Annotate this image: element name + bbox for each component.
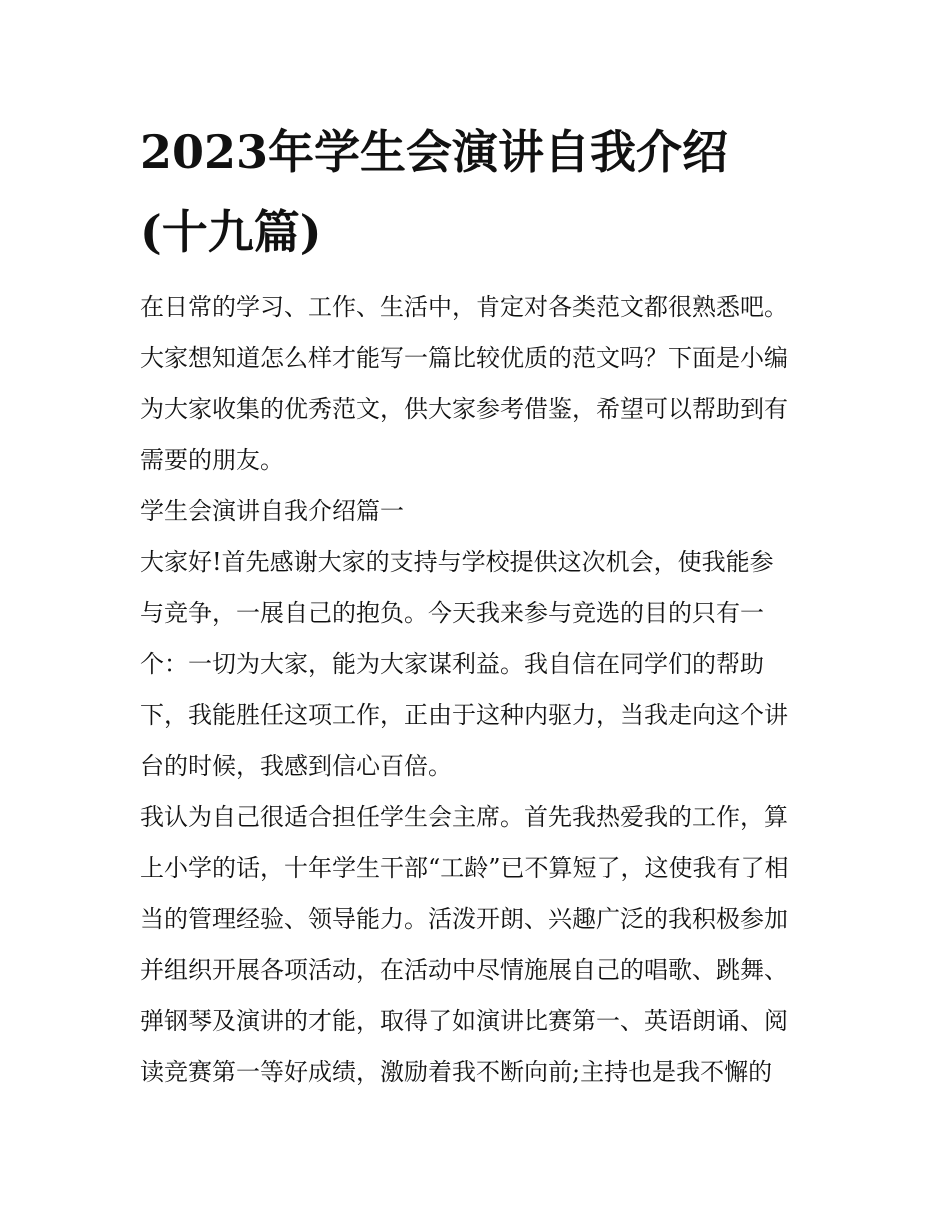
paragraph-2-line-6: 读竞赛第一等好成绩，激励着我不断向前;主持也是我不懈的 <box>140 1058 773 1086</box>
paragraph-2-line-1: 我认为自己很适合担任学生会主席。首先我热爱我的工作，算 <box>140 803 788 831</box>
paragraph-2-line-2: 上小学的话，十年学生干部“工龄”已不算短了，这使我有了相 <box>140 854 789 882</box>
paragraph-1-line-2: 与竞争，一展自己的抱负。今天我来参与竞选的目的只有一 <box>140 599 764 627</box>
intro-line-3: 为大家收集的优秀范文，供大家参考借鉴，希望可以帮助到有 <box>140 395 788 423</box>
intro-line-4: 需要的朋友。 <box>140 446 284 474</box>
intro-line-1: 在日常的学习、工作、生活中，肯定对各类范文都很熟悉吧。 <box>140 293 788 321</box>
document-title <box>140 112 820 272</box>
paragraph-2-line-3: 当的管理经验、领导能力。活泼开朗、兴趣广泛的我积极参加 <box>140 905 788 933</box>
paragraph-1-line-3: 个：一切为大家，能为大家谋利益。我自信在同学们的帮助 <box>140 650 764 678</box>
intro-line-2: 大家想知道怎么样才能写一篇比较优质的范文吗？下面是小编 <box>140 344 788 372</box>
section-heading: 学生会演讲自我介绍篇一 <box>140 497 404 525</box>
document-body <box>140 282 820 1098</box>
title-line-1: 2023年学生会演讲自我介绍 <box>140 125 729 179</box>
paragraph-1-line-4: 下，我能胜任这项工作，正由于这种内驱力，当我走向这个讲 <box>140 701 788 729</box>
paragraph-1-line-5: 台的时候，我感到信心百倍。 <box>140 752 452 780</box>
title-line-2: (十九篇) <box>140 205 322 259</box>
paragraph-1-line-1: 大家好!首先感谢大家的支持与学校提供这次机会，使我能参 <box>140 548 774 576</box>
paragraph-2-line-4: 并组织开展各项活动，在活动中尽情施展自己的唱歌、跳舞、 <box>140 956 788 984</box>
paragraph-2-line-5: 弹钢琴及演讲的才能，取得了如演讲比赛第一、英语朗诵、阅 <box>140 1007 788 1035</box>
